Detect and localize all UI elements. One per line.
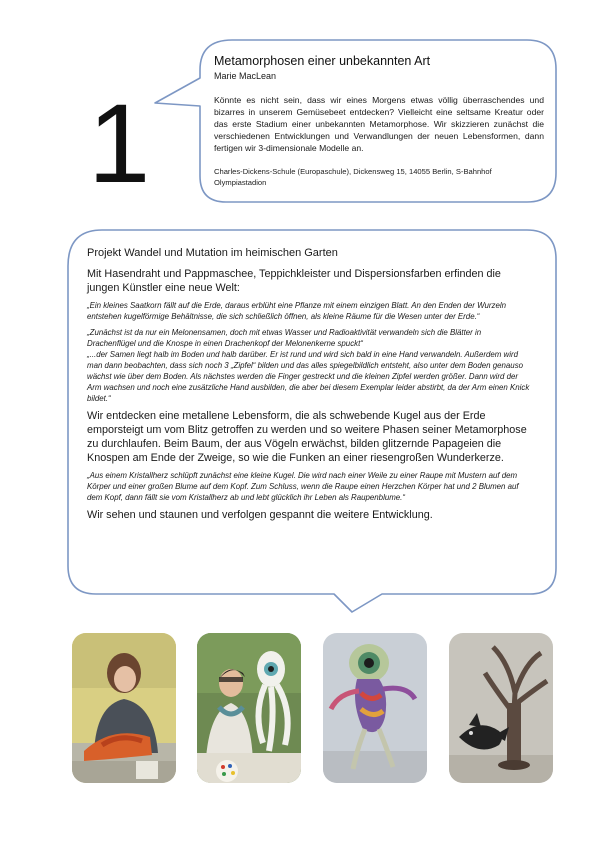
photo-student-painting — [72, 633, 176, 783]
project-heading: Projekt Wandel und Mutation im heimischen Garten — [87, 247, 338, 259]
quote-melon: „Zunächst ist da nur ein Melonensamen, doch mit etwas Wasser und Radioaktivität verwandeln sich die Blätter in Drachenflügel und die Knospe in einen Drachenkopf der Melonenkerne spuckt“ — [87, 328, 482, 348]
photo-student-creature — [197, 633, 301, 783]
school-address: Charles-Dickens-Schule (Europaschule), Dickensweg 15, 14055 Berlin, S-Bahnhof Olympiastadion — [214, 167, 492, 187]
photo-eye-creature-sculpture — [323, 633, 427, 783]
photo-dark-tree-sculpture — [449, 633, 553, 783]
quote-hand: „...der Samen liegt halb im Boden und halb darüber. Er ist rund und wird sich bald in eine Hand verwandeln. Außerdem wird man dann beobachten, dass sich noch 3 „Zipfel“ bilden und das alles spiegelbildlich entsteht, also unter dem Boden genauso wächst wie über dem Boden. Als nächstes werden die Finger gestreckt und die kleinen Zipfel werden größer. Dann wird der Arm wachsen und noch eine zusätzliche Hand ausbilden, die aber bei diesem Exemplar leider abstirbt, da der Arm einen Knick bildet.“ — [87, 350, 530, 403]
header-block — [214, 54, 544, 188]
quote-seed: „Ein kleines Saatkorn fällt auf die Erde, daraus erblüht eine Pflanze mit einem einzigen Blatt. An den Enden der Wurzeln entstehen kugelförmige Behältnisse, die sich schließlich öffnen, als kleine Räume für die Wesen unter der Erde.“ — [87, 301, 507, 321]
intro-paragraph: Mit Hasendraht und Pappmaschee, Teppichkleister und Dispersionsfarben erfinden die jungen Künstler eine neue Welt: — [87, 268, 501, 294]
article-title: Metamorphosen einer unbekannten Art — [214, 54, 431, 68]
metal-lifeform-paragraph: Wir entdecken eine metallene Lebensform, die als schwebende Kugel aus der Erde emporsteigt um vom Blitz getroffen zu werden und so weitere Phasen seiner Metamorphose zu durchlaufen. Beim Baum, der aus Vögeln erwächst, bilden glitzernde Papageien die Knospen am Ende der Zweige, so wie die Funken an einer riesengroßen Wunderkerze. — [87, 410, 527, 464]
quote-crystal-heart: „Aus einem Kristallherz schlüpft zunächst eine kleine Kugel. Die wird nach einer Weile zu einer Raupe mit Mustern auf dem Körper und einer großen Blume auf dem Kopf. Zum Schluss, wenn die Raupe einen Herzchen Körper hat und 2 Blumen auf dem Kopf, dann fällt sie vom Kristallherz ab und lebt glücklich ihr Leben als Raupenblume.“ — [87, 471, 519, 502]
main-text-block — [87, 246, 531, 526]
intro-text: Könnte es nicht sein, dass wir eines Morgens etwas völlig überraschendes und bizarres in unserem Gemüsebeet entdecken? Vielleicht eine seltsame Kreatur oder das erste Stadium einer unbekannten Metamorphose. Wir skizzieren zunächst die verschiedenen Entwicklungen und Verwandlungen der neuen Lebensformen, dann fertigen wir 3-dimensionale Modelle an. — [214, 95, 544, 153]
closing-sentence: Wir sehen und staunen und verfolgen gespannt die weitere Entwicklung. — [87, 509, 433, 521]
page-number: 1 — [88, 81, 151, 206]
author-name: Marie MacLean — [214, 71, 277, 81]
